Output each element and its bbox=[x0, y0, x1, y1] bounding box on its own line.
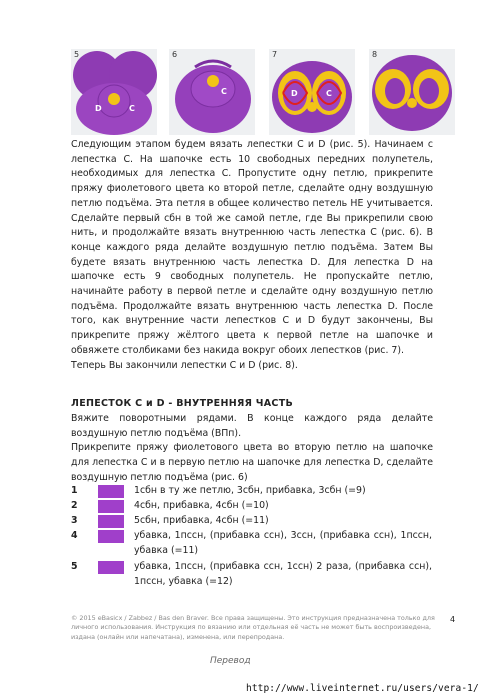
body-text bbox=[71, 138, 433, 373]
section-intro bbox=[71, 412, 433, 486]
row-instruction: 4сбн, прибавка, 4сбн (=10) bbox=[134, 500, 269, 511]
photo-number: 7 bbox=[272, 50, 278, 59]
row-number: 5 bbox=[71, 561, 78, 572]
photo-strip bbox=[71, 49, 431, 137]
photo-label-c: C bbox=[129, 104, 135, 113]
crochet-flower-image bbox=[169, 49, 255, 135]
row-number: 4 bbox=[71, 530, 78, 541]
photo-6 bbox=[169, 49, 255, 135]
crochet-flower-image bbox=[269, 49, 355, 135]
photo-label-d: D bbox=[291, 89, 298, 98]
crochet-flower-image bbox=[71, 49, 157, 135]
section-heading: ЛЕПЕСТОК C и D - ВНУТРЕННЯЯ ЧАСТЬ bbox=[71, 398, 294, 409]
intro-paragraph-1: Вяжите поворотными рядами. В конце каждого ряда делайте воздушную петлю подъёма (ВПп). bbox=[71, 413, 433, 439]
photo-number: 6 bbox=[172, 50, 178, 59]
row-number: 2 bbox=[71, 500, 78, 511]
source-url[interactable]: http://www.liveinternet.ru/users/vera-1/ bbox=[246, 683, 479, 694]
photo-5 bbox=[71, 49, 157, 135]
photo-number: 8 bbox=[372, 50, 378, 59]
purple-swatch bbox=[98, 561, 124, 574]
purple-swatch bbox=[98, 515, 124, 528]
row-instruction: убавка, 1пссн, (прибавка ссн), 3ссн, (прибавка ссн), 1пссн, убавка (=11) bbox=[134, 530, 432, 556]
row-number: 3 bbox=[71, 515, 78, 526]
photo-label-d: D bbox=[95, 104, 102, 113]
copyright-footer: © 2015 eBasicx / Zabbez / Bas den Braver. Все права защищены. Это инструкция предназначена только для личного использования. Инструкция по вязанию или отдельная её часть не может быть воспроизведена, издана (онлайн или напечатана), изменена, или перепродана. bbox=[71, 614, 435, 641]
photo-label-c: C bbox=[221, 87, 227, 96]
purple-swatch bbox=[98, 500, 124, 513]
intro-paragraph-2: Прикрепите пряжу фиолетового цвета во вторую петлю на шапочке для лепестка C и в первую петлю на шапочке для лепестка D, сделайте воздушную петлю подъёма (рис. 6) bbox=[71, 442, 433, 483]
photo-7 bbox=[269, 49, 355, 135]
row-instruction: убавка, 1пссн, (прибавка ссн, 1ссн) 2 раза, (прибавка ссн), 1пссн, убавка (=12) bbox=[134, 561, 432, 587]
paragraph-1: Следующим этапом будем вязать лепестки C и D (рис. 5). Начинаем с лепестка C. На шапочке есть 10 свободных передних полупетель, необходимых для лепестка C. Пропустите одну петлю, прикрепите пряжу фиолетового цвета ко второй петле, сделайте одну воздушную петлю подъёма. Эта петля в общее количество петель НЕ учитывается. Сделайте первый сбн в той же самой петле, где Вы прикрепили свою нить, и продолжайте вязать внутреннюю часть лепестка C (рис. 6). В конце каждого ряда делайте воздушную петлю подъёма. Затем Вы будете вязать внутреннюю часть лепестка D. Для лепестка D на шапочке есть 9 свободных полупетель. Не пропускайте петлю, начинайте работу в первой петле и сделайте одну воздушную петлю подъёма. Продолжайте вязать внутреннюю часть лепестка D. После того, как внутренние части лепестков C и D будут закончены, Вы прикрепите пряжу жёлтого цвета к первой петле на шапочке и обвяжете столбиками без накида вокруг обоих лепестков (рис. 7). bbox=[71, 139, 433, 356]
row-instruction: 5сбн, прибавка, 4сбн (=11) bbox=[134, 515, 269, 526]
purple-swatch bbox=[98, 485, 124, 498]
photo-label-c: C bbox=[326, 89, 332, 98]
purple-swatch bbox=[98, 530, 124, 543]
paragraph-2: Теперь Вы закончили лепестки C и D (рис. 8). bbox=[71, 359, 298, 371]
crochet-flower-image bbox=[369, 49, 455, 135]
page-number: 4 bbox=[450, 615, 456, 624]
row-instruction: 1сбн в ту же петлю, 3сбн, прибавка, 3сбн (=9) bbox=[134, 485, 366, 496]
photo-8 bbox=[369, 49, 455, 135]
translation-note: Перевод bbox=[210, 656, 251, 666]
photo-number: 5 bbox=[74, 50, 80, 59]
row-number: 1 bbox=[71, 485, 78, 496]
